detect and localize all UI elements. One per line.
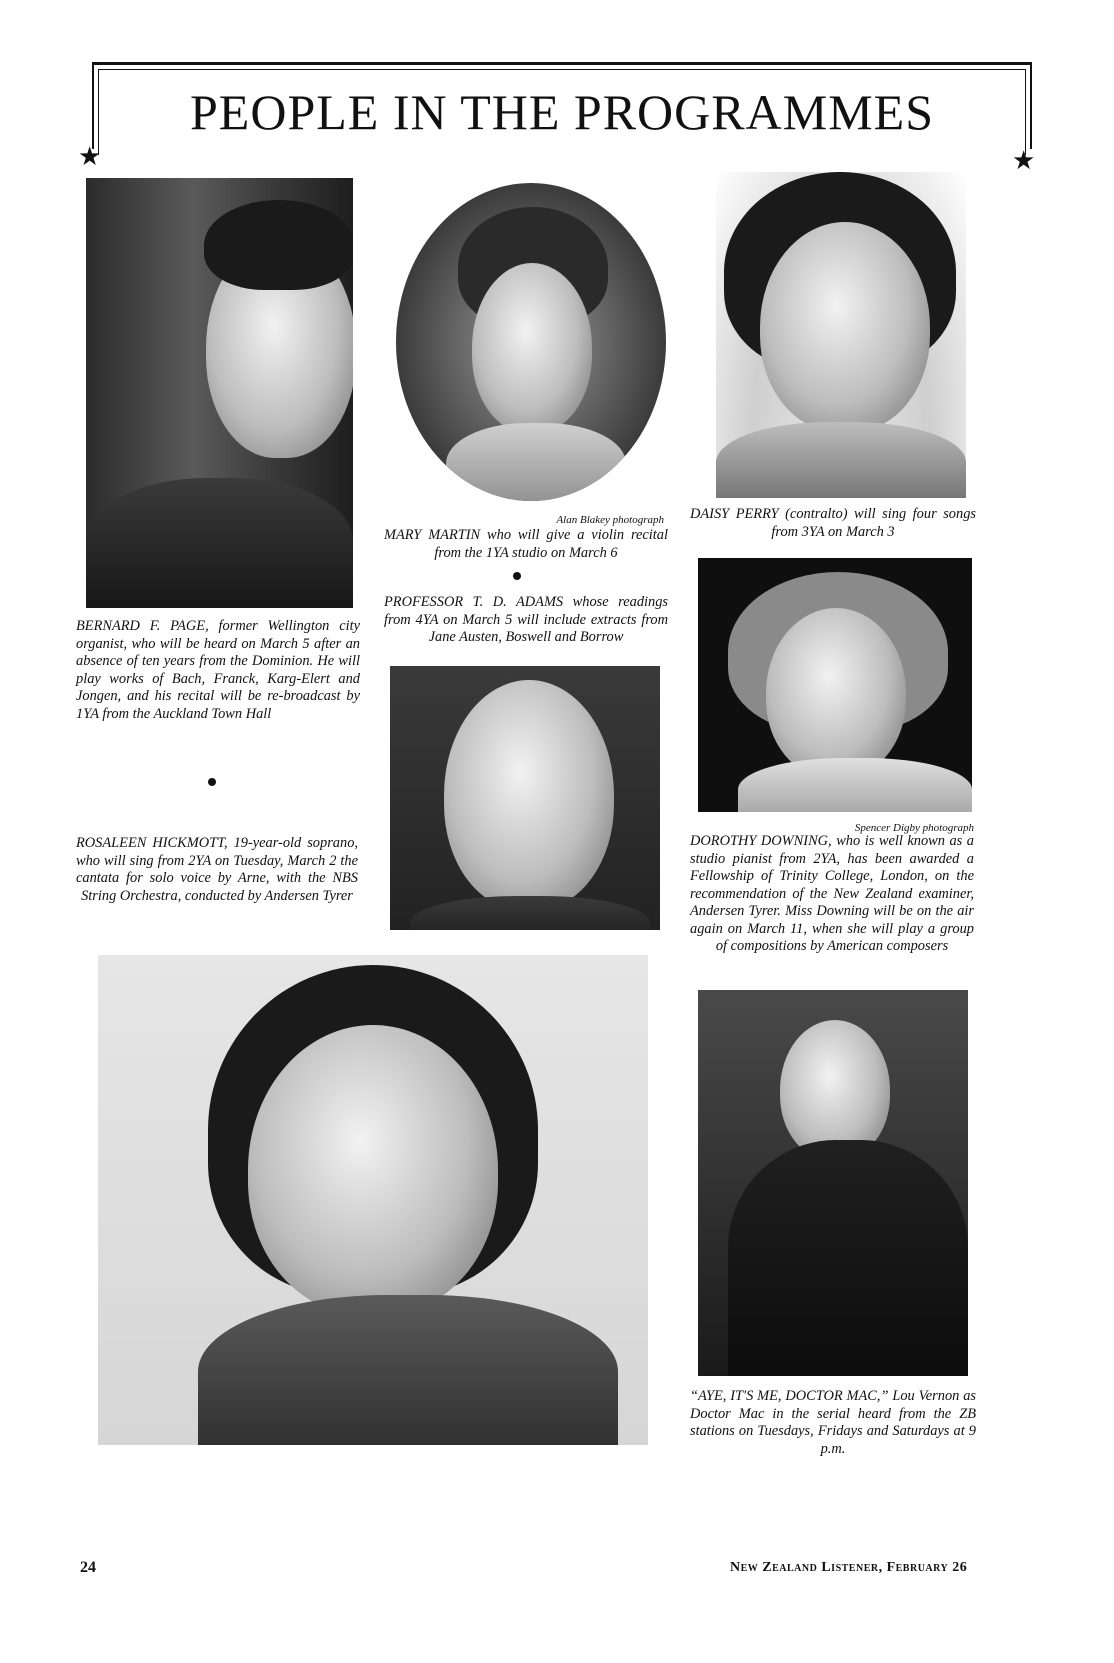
bullet-divider [208, 778, 216, 786]
caption-mary-martin: MARY MARTIN who will give a violin recital from the 1YA studio on March 6 [384, 527, 668, 561]
page-title: PEOPLE IN THE PROGRAMMES [190, 84, 934, 140]
photo-credit: Spencer Digby photograph [854, 822, 974, 834]
page-number: 24 [80, 1559, 96, 1576]
star-icon: ★ [1012, 146, 1036, 175]
photo-doctor-mac [698, 990, 968, 1376]
caption-doctor-mac: “AYE, IT'S ME, DOCTOR MAC,” Lou Vernon as Doctor Mac in the serial heard from the ZB stations on Tuesdays, Fridays and Saturdays at 9 p.m. [690, 1388, 976, 1457]
caption-bernard-page: BERNARD F. PAGE, former Wellington city organist, who will be heard on March 5 after an absence of ten years from the Dominion. He will play works of Bach, Franck, Karg-Elert and Jongen, and his recital will be re-broadcast by 1YA from the Auckland Town Hall [76, 618, 360, 722]
photo-credit: Alan Blakey photograph [556, 514, 664, 526]
photo-rosaleen-hickmott [98, 955, 648, 1445]
bullet-divider [513, 572, 521, 580]
photo-professor-adams [390, 666, 660, 930]
caption-daisy-perry: DAISY PERRY (contralto) will sing four songs from 3YA on March 3 [690, 506, 976, 540]
star-icon: ★ [78, 142, 102, 171]
photo-bernard-page [86, 178, 353, 608]
caption-rosaleen-hickmott: ROSALEEN HICKMOTT, 19-year-old soprano, who will sing from 2YA on Tuesday, March 2 the cantata for solo voice by Arne, with the NBS String Orchestra, conducted by Andersen Tyrer [76, 835, 358, 904]
publication-footer: New Zealand Listener, February 26 [730, 1560, 968, 1575]
photo-dorothy-downing [698, 558, 972, 812]
title-banner [92, 62, 1032, 149]
caption-professor-adams: PROFESSOR T. D. ADAMS whose readings from 4YA on March 5 will include extracts from Jane Austen, Boswell and Borrow [384, 594, 668, 645]
caption-dorothy-downing: DOROTHY DOWNING, who is well known as a studio pianist from 2YA, has been awarded a Fellowship of Trinity College, London, on the recommendation of the New Zealand examiner, Andersen Tyrer. Miss Downing will be on the air again on March 11, when she will play a group of compositions by American composers [690, 833, 974, 954]
photo-daisy-perry [716, 172, 966, 498]
photo-mary-martin [396, 183, 666, 501]
